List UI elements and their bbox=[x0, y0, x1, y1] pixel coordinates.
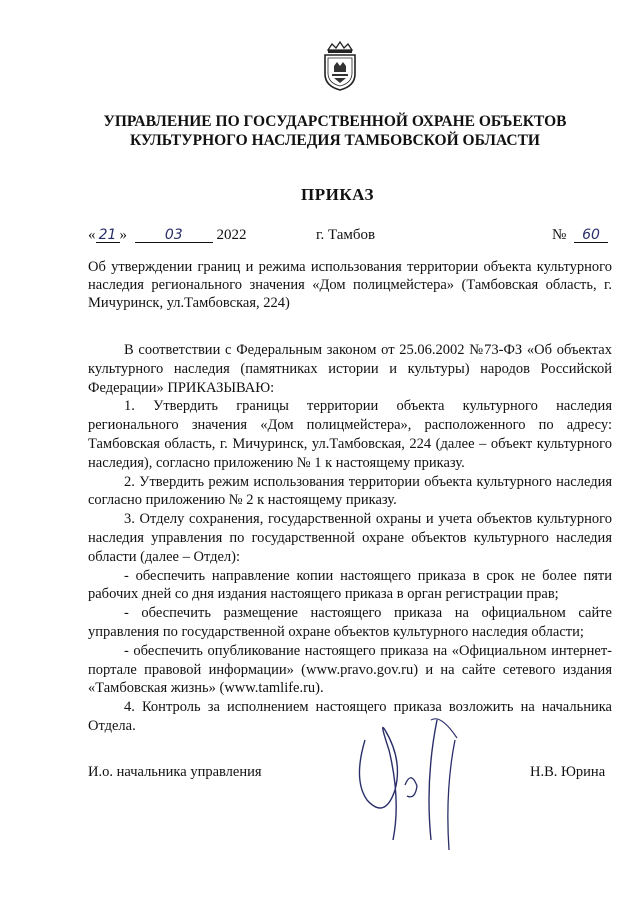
date-month: 03 bbox=[135, 229, 213, 243]
date-close-quote: » bbox=[119, 227, 127, 243]
date-field bbox=[88, 227, 247, 244]
document-type-title bbox=[0, 185, 640, 205]
order-subject: Об утверждении границ и режима использования территории объекта культурного наследия регионального значения «Дом полицмейстера» (Тамбовская область, г. Мичуринск, ул.Тамбовская, 224) bbox=[88, 259, 612, 312]
signatory-position: И.о. начальника управления bbox=[88, 764, 262, 780]
signatory-name: Н.В. Юрина bbox=[530, 764, 606, 780]
order-number: 60 bbox=[574, 229, 608, 243]
item-3-paragraph: 3. Отделу сохранения, государственной охраны и учета объектов культурного наследия управления по государственной охране объектов культурного наследия области (далее – Отдел): bbox=[88, 511, 612, 565]
item-1-paragraph: 1. Утвердить границы территории объекта культурного наследия регионального значения «Дом полицмейстера», расположенного по адресу: Тамбовская область, г. Мичуринск, ул.Тамбовская, 224 (далее – объект культурного наследия), согласно приложению № 1 к настоящему приказу. bbox=[88, 398, 612, 471]
item-3a-paragraph: - обеспечить направление копии настоящего приказа в срок не более пяти рабочих дней со дня издания настоящего приказа в орган регистрации прав; bbox=[88, 567, 612, 603]
date-year: 2022 bbox=[216, 227, 247, 243]
number-label: № bbox=[552, 227, 567, 243]
handwritten-signature-icon bbox=[345, 700, 475, 860]
order-number-field bbox=[552, 227, 608, 244]
item-4-paragraph: 4. Контроль за исполнением настоящего приказа возложить на начальника Отдела. bbox=[88, 699, 612, 734]
city-label: г. Тамбов bbox=[316, 227, 376, 243]
organization-name bbox=[0, 112, 640, 150]
item-3c-paragraph: - обеспечить опубликование настоящего приказа на «Официальном интернет-портале правовой информации» (www.pravo.gov.ru) и на сайте сетевого издания «Тамбовская жизнь» (www.tamlife.ru). bbox=[88, 642, 612, 697]
doc-type-label: ПРИКАЗ bbox=[301, 185, 374, 204]
order-body bbox=[88, 341, 612, 736]
item-2-paragraph: 2. Утвердить режим использования территории объекта культурного наследия согласно приложению № 2 к настоящему приказу. bbox=[88, 473, 612, 509]
org-line-1: УПРАВЛЕНИЕ ПО ГОСУДАРСТВЕННОЙ ОХРАНЕ ОБЪЕКТОВ bbox=[103, 113, 567, 130]
date-open-quote: « bbox=[88, 227, 96, 243]
org-line-2: КУЛЬТУРНОГО НАСЛЕДИЯ ТАМБОВСКОЙ ОБЛАСТИ bbox=[130, 132, 540, 149]
preamble-paragraph: В соответствии с Федеральным законом от 25.06.2002 №73-ФЗ «Об объектах культурного наследия (памятниках истории и культуры) народов Российской Федерации» ПРИКАЗЫВАЮ: bbox=[88, 342, 612, 396]
item-3b-paragraph: - обеспечить размещение настоящего приказа на официальном сайте управления по государственной охране объектов культурного наследия области; bbox=[88, 605, 612, 640]
date-day: 21 bbox=[96, 229, 120, 243]
coat-of-arms-emblem-icon bbox=[320, 40, 360, 92]
